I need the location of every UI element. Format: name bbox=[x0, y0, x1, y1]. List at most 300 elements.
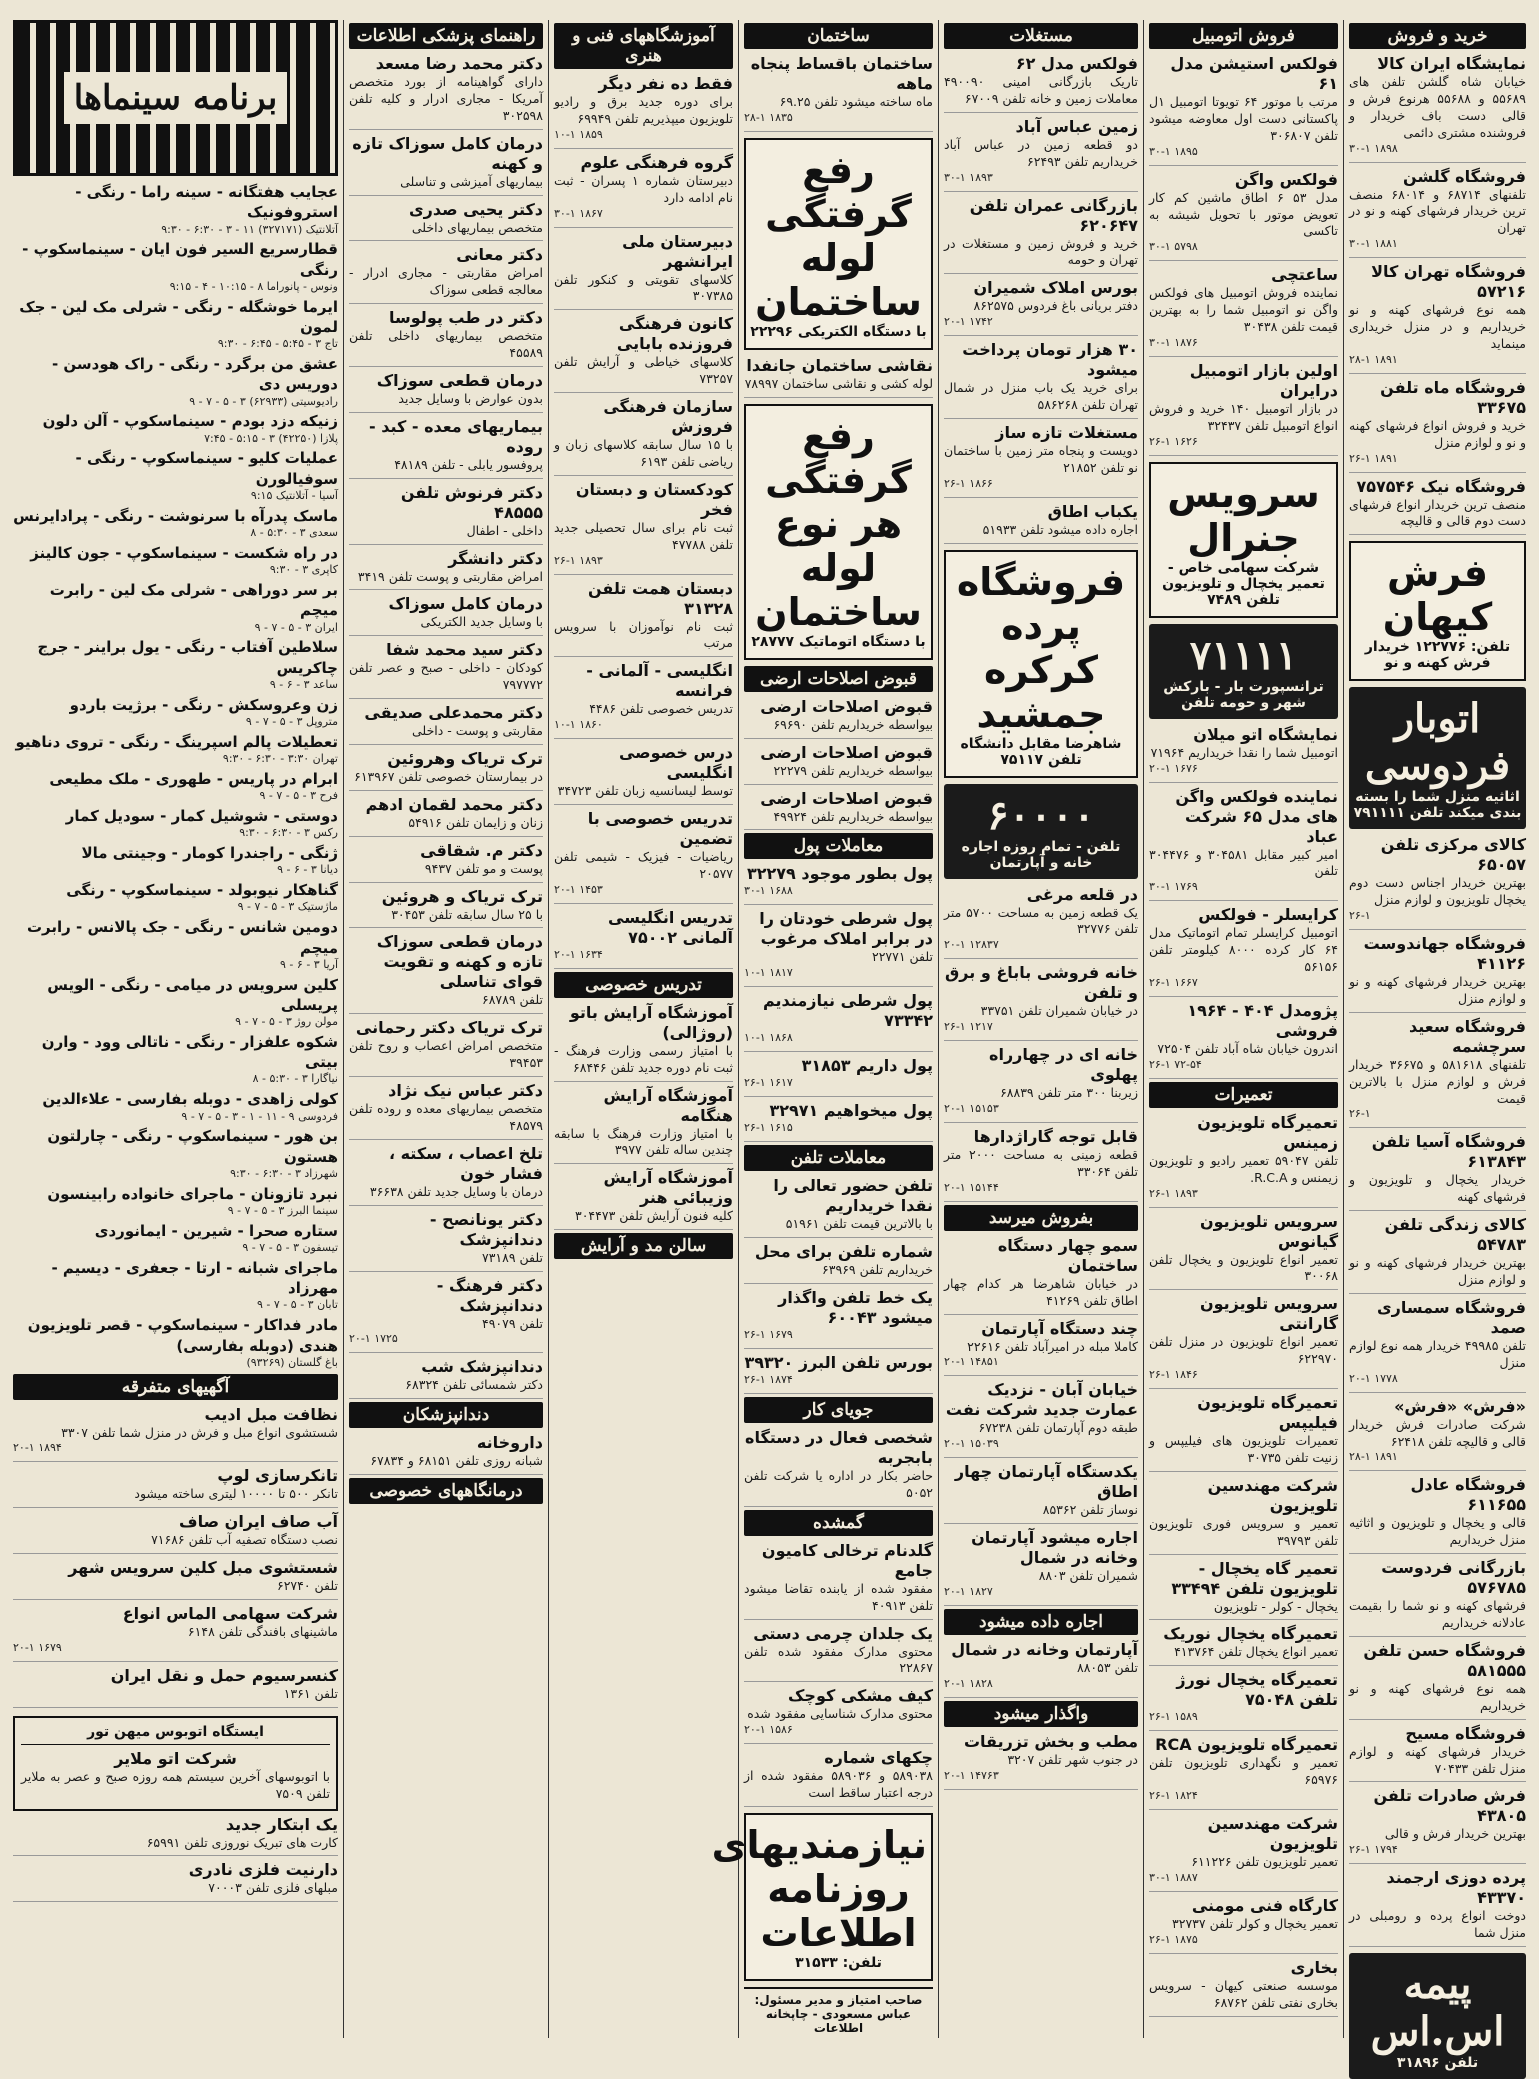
ad-code: ۲۰-۱ ۱۴۷۶۳ bbox=[944, 1768, 999, 1782]
ad-body: تعمیر انواع یخچال تلفن ۴۱۳۷۶۴ bbox=[1174, 1644, 1338, 1660]
display-ad-text: با دستگاه اتوماتیک ۲۸۷۷۷ bbox=[751, 633, 926, 650]
ad-code: ۲۰-۱ ۱۸۲۷ bbox=[944, 1585, 993, 1598]
ad-body: اجاره داده میشود تلفن ۵۱۹۳۳ bbox=[982, 521, 1138, 537]
classified-ad bbox=[944, 1319, 1138, 1377]
ad-body: شستشوی انواع مبل و فرش در منزل شما تلفن ۳۳۰۷ bbox=[61, 1424, 338, 1440]
showtimes: ساعد ۳ - ۶ - ۹ bbox=[269, 677, 338, 691]
showtimes: کاپری ۳ - ۹:۳۰ bbox=[269, 563, 338, 577]
classified-ad bbox=[349, 134, 543, 196]
showtimes: تابان ۳ - ۵ - ۷ - ۹ bbox=[257, 1298, 338, 1312]
ad-code: ۲۶-۱ ۱۸۹۳ bbox=[1149, 1186, 1198, 1200]
film-title: ستاره صحرا - شیرین - ایمانوردی bbox=[94, 1221, 338, 1240]
ad-code: ۲۶-۱ ۱۶۶۷ bbox=[1149, 975, 1198, 989]
ad-body: بیواسطه خریداریم تلفن ۴۹۹۲۴ bbox=[773, 808, 933, 824]
classified-ad bbox=[944, 54, 1138, 113]
ad-code: ۲۶-۱ ۱۲۱۷ bbox=[944, 1020, 993, 1034]
ad-heading: بورس املاک شمیران bbox=[973, 278, 1138, 298]
ad-body: شمیران تلفن ۸۸۰۳ bbox=[1038, 1568, 1138, 1584]
bus-heading: شرکت اتو ملایر bbox=[114, 1748, 237, 1768]
classified-ad bbox=[1349, 167, 1526, 259]
classified-ad bbox=[554, 1086, 733, 1165]
ad-body: با ۲۵ سال سابقه تلفن ۳۰۴۵۳ bbox=[391, 906, 543, 922]
ad-body: بدون عوارض با وسایل جدید bbox=[398, 390, 543, 406]
ad-heading: کالای زندگی تلفن ۵۴۷۸۳ bbox=[1384, 1215, 1526, 1255]
showtimes: پلازا (۴۲۲۵۰) ۳ - ۵:۱۵ - ۷:۴۵ bbox=[204, 431, 338, 445]
ad-body: دکتر شمسائی تلفن ۶۸۳۲۴ bbox=[405, 1377, 543, 1393]
ad-heading: سمو چهار دستگاه ساختمان bbox=[997, 1235, 1138, 1275]
film-title: عجایب هفتگانه - سینه راما - رنگی - استروفونیک bbox=[75, 183, 338, 222]
classified-ad bbox=[744, 743, 933, 785]
ad-heading: آموزشگاه آرایش وزیبائی هنر bbox=[603, 1168, 733, 1208]
ad-body: لوله کشی و نقاشی ساختمان ۷۸۹۹۷ bbox=[744, 375, 933, 391]
classified-ad bbox=[944, 885, 1138, 960]
ad-body: مقاربتی و پوست - داخلی bbox=[412, 723, 543, 738]
ad-body: کودکان - داخلی - صبح و عصر تلفن ۷۹۷۷۷۲ bbox=[349, 660, 543, 693]
display-ad-dark bbox=[1349, 1953, 1526, 2079]
column bbox=[548, 20, 738, 2038]
ad-heading: خانه ای در چهارراه پهلوی bbox=[989, 1045, 1138, 1085]
display-ad-framed bbox=[1349, 541, 1526, 681]
display-ad-title: پیمه اس.اس bbox=[1370, 1961, 1505, 2055]
ad-body: خیابان شاه گلشن تلفن های ۵۵۶۸۹ و ۵۵۶۸۸ هرنوع فرش و قالی دست باف خریدار و فروشنده مشتری دائمی bbox=[1349, 74, 1526, 140]
classified-ad bbox=[1149, 1670, 1338, 1731]
showtimes: ایران ۳ - ۵ - ۷ - ۹ bbox=[254, 620, 338, 634]
film-title: دومین شانس - رنگی - جک پالانس - رابرت میچم bbox=[26, 918, 338, 957]
showtimes: دیانا ۳ - ۶ - ۹ bbox=[277, 863, 338, 877]
ad-heading: قبوض اصلاحات ارضی bbox=[760, 696, 933, 716]
ad-heading: درمان کامل سوزاک bbox=[388, 594, 543, 614]
film-title: نبرد تازونان - ماجرای خانواده رابینسون bbox=[47, 1184, 338, 1203]
section-banner: واگذار میشود bbox=[944, 1701, 1138, 1727]
ad-body: حاضر بکار در اداره یا شرکت تلفن ۵۰۵۲ bbox=[744, 1468, 933, 1500]
ad-heading: گروه فرهنگی علوم bbox=[580, 152, 733, 172]
ad-code: ۲۰-۱ ۱۴۸۵۱ bbox=[944, 1355, 999, 1369]
section-banner: دندانپزشکان bbox=[349, 1402, 543, 1428]
ad-code: ۳۰-۱ ۱۸۸۷ bbox=[1149, 1870, 1198, 1884]
ad-heading: فروشگاه تهران کالا ۵۷۲۱۶ bbox=[1371, 262, 1526, 302]
section-banner: جویای کار bbox=[744, 1397, 933, 1423]
showtimes: آریا ۳ - ۶ - ۹ bbox=[280, 957, 338, 971]
ad-body: برای خرید یک باب منزل در شمال تهران تلفن ۵۸۶۲۶۸ bbox=[944, 380, 1138, 412]
ad-body: بیواسطه خریداریم تلفن ۲۲۲۷۹ bbox=[773, 762, 933, 778]
ad-heading: آموزشگاه آرایش هنگامه bbox=[603, 1085, 733, 1125]
ad-heading: دکتر یحیی صدری bbox=[409, 199, 543, 219]
ad-code: ۲۰-۱ ۱۶۷۹ bbox=[13, 1640, 62, 1654]
classified-ad bbox=[1349, 1475, 1526, 1554]
display-ad-title: سرویس جنرال bbox=[1167, 471, 1320, 560]
display-ad-text: تلفن: ۱۲۲۷۷۶ خریدار فرش کهنه و نو bbox=[1364, 639, 1511, 672]
ad-heading: نقاشی ساختمان جانفدا bbox=[746, 355, 933, 375]
ad-heading: تعمیر گاه یخچال - تلویزیون تلفن ۳۳۴۹۴ bbox=[1171, 1558, 1338, 1598]
classified-ad bbox=[944, 963, 1138, 1041]
ad-body: تعمیر و نگهداری تلویزیون تلفن ۶۵۹۷۶ bbox=[1149, 1755, 1338, 1788]
ad-heading: سرویس تلویزیون گارانتی bbox=[1199, 1294, 1338, 1334]
ad-heading: درمان قطعی سوزاک bbox=[376, 370, 543, 390]
ad-heading: پول بطور موجود ۳۲۲۷۹ bbox=[746, 864, 933, 884]
classified-ad bbox=[349, 54, 543, 130]
ad-body: دفتر بریانی باغ فردوس ۸۶۲۵۷۵ bbox=[973, 298, 1138, 314]
ad-heading: پول داریم ۳۱۸۵۳ bbox=[801, 1056, 933, 1076]
ad-code: ۳۰-۱ ۱۸۹۳ bbox=[944, 170, 993, 184]
ad-heading: دکتر محمد لقمان ادهم bbox=[365, 794, 543, 814]
showtimes: رادیوسیتی (۶۲۹۳۳) ۳ - ۵ - ۷ - ۹ bbox=[189, 394, 338, 408]
classified-ad bbox=[744, 864, 933, 905]
column bbox=[1343, 20, 1531, 2071]
ad-heading: ترک تریاک دکتر رحمانی bbox=[355, 1018, 543, 1038]
classified-ad bbox=[349, 308, 543, 367]
film-title: ماسک پدرآه با سرنوشت - رنگی - پرادایرنس bbox=[13, 506, 338, 525]
ad-code: ۲۶-۱ ۱۸۷۴ bbox=[744, 1373, 793, 1386]
classified-ad bbox=[349, 640, 543, 699]
classified-ad bbox=[1149, 54, 1338, 166]
classified-ad bbox=[349, 1276, 543, 1354]
section-banner: آگهیهای متفرقه bbox=[13, 1374, 338, 1400]
ad-body: منصف ترین خریدار انواع فرشهای دست دوم قالی و قالیچه bbox=[1349, 496, 1526, 529]
ad-body: تلفن ۲۲۷۷۱ bbox=[871, 949, 933, 965]
cinema-listing bbox=[13, 843, 338, 878]
classified-ad bbox=[1349, 1868, 1526, 1947]
section-banner: بفروش میرسد bbox=[944, 1205, 1138, 1231]
classified-ad bbox=[349, 417, 543, 479]
ad-heading: چکهای شماره bbox=[824, 1748, 933, 1768]
classified-ad bbox=[1349, 934, 1526, 1013]
ad-heading: دکتر سید محمد شفا bbox=[386, 640, 543, 660]
ad-body: پروفسور یابلی - تلفن ۴۸۱۸۹ bbox=[394, 456, 543, 472]
ad-heading: تدریس خصوصی با تضمین bbox=[587, 809, 733, 848]
bus-logo: ایستگاه اتوبوس میهن تور bbox=[21, 1724, 330, 1745]
column bbox=[8, 20, 343, 2038]
classified-ad bbox=[744, 1176, 933, 1238]
ad-heading: داروخانه bbox=[476, 1433, 543, 1453]
ad-heading: فروشگاه جهاندوست ۴۱۱۲۶ bbox=[1363, 934, 1526, 973]
ad-heading: دکتر فرنوش تلفن ۴۸۵۵۵ bbox=[400, 482, 543, 522]
ad-code: ۲۶-۱ ۱۶۱۷ bbox=[744, 1076, 793, 1090]
ad-heading: تلفن حضور تعالی را نقدا خریداریم bbox=[773, 1176, 933, 1216]
classified-ad bbox=[349, 1081, 543, 1140]
showtimes: ماژستیک ۳ - ۵ - ۷ - ۹ bbox=[237, 900, 338, 914]
ad-heading: فولکس مدل ۶۲ bbox=[1015, 54, 1138, 73]
ad-body: متخصص بیماریهای معده و روده تلفن ۴۸۵۷۹ bbox=[349, 1101, 543, 1133]
ad-body: با وسایل جدید الکتریکی bbox=[420, 614, 543, 630]
classified-ad bbox=[944, 423, 1138, 498]
classified-ad bbox=[554, 397, 733, 476]
display-ad-dark bbox=[1349, 687, 1526, 829]
ad-body: ماه ساخته میشود تلفن ۶۹.۲۵ bbox=[779, 94, 933, 109]
classified-ad bbox=[1149, 170, 1338, 262]
classified-ad bbox=[944, 117, 1138, 192]
classified-ad bbox=[944, 340, 1138, 419]
ad-body: تلفنهای ۵۸۱۶۱۸ و ۳۶۶۷۵ خریدار فرش و لوازم منزل با بالاترین قیمت bbox=[1349, 1056, 1526, 1106]
film-title: زنیکه دزد بودم - سینماسکوپ - آلن دلون bbox=[42, 412, 338, 431]
ad-code: ۲۰-۱ ۱۵۱۵۳ bbox=[944, 1102, 999, 1115]
ad-heading: یک جلدان چرمی دستی bbox=[753, 1623, 933, 1643]
ad-code: ۳۰-۱ ۵۷۹۸ bbox=[1149, 240, 1198, 254]
ad-body: تلفن ۸۸۰۵۳ bbox=[1076, 1660, 1138, 1675]
ad-heading: نماینده فولکس واگن های مدل ۶۵ شرکت عباد bbox=[1175, 786, 1338, 846]
ad-heading: شخصی فعال در دستگاه بابجربه bbox=[745, 1428, 933, 1467]
classified-ad bbox=[1149, 905, 1338, 997]
classified-ad bbox=[349, 371, 543, 413]
ad-code: ۳۰-۱ ۱۸۹۸ bbox=[1349, 141, 1398, 155]
ad-heading: ساعتچی bbox=[1271, 265, 1338, 285]
ad-body: تلفن ۶۸۷۸۹ bbox=[481, 992, 543, 1008]
classified-ad bbox=[744, 1748, 933, 1807]
section-banner: مستغلات bbox=[944, 23, 1138, 49]
cinema-listing bbox=[13, 1315, 338, 1370]
classified-ad bbox=[1349, 1017, 1526, 1129]
film-title: شکوه علفزار - رنگی - ناتالی وود - وارن بیتی bbox=[41, 1032, 338, 1072]
ad-body: دبیرستان شماره ۱ پسران - ثبت نام ادامه دارد bbox=[554, 172, 733, 205]
display-ad-text: تلفن - تمام روزه اجاره خانه و آپارتمان bbox=[961, 838, 1121, 871]
cinema-listing bbox=[13, 239, 338, 294]
ad-body: متخصص بیماریهای داخلی تلفن ۴۵۵۸۹ bbox=[349, 328, 543, 360]
ad-code: ۲۶-۱ ۱۸۹۱ bbox=[1349, 451, 1398, 465]
film-title: عشق من برگرد - رنگی - راک هودسن - دوریس دی bbox=[51, 355, 338, 394]
ad-heading: یک خط تلفن واگذار میشود ۶۰۰۴۳ bbox=[778, 1288, 933, 1327]
ad-body: خریداریم تلفن ۶۳۹۶۹ bbox=[822, 1262, 933, 1278]
classified-ad bbox=[349, 483, 543, 545]
ad-heading: شرکت مهندسین تلویزیون bbox=[1207, 1814, 1338, 1853]
ad-code: ۲۸-۱ ۱۸۹۱ bbox=[1349, 1450, 1398, 1464]
cinema-listing bbox=[13, 975, 338, 1030]
display-ad-title: ۶۰۰۰۰ bbox=[987, 791, 1095, 839]
ad-code: ۳۰-۱ ۱۸۸۱ bbox=[1349, 237, 1398, 251]
ad-heading: کارگاه فنی مومنی bbox=[1191, 1895, 1338, 1915]
ad-body: در خیابان شاهرضا هر کدام چهار اطاق تلفن ۴۱۲۶۹ bbox=[944, 1275, 1138, 1308]
ad-body: دارای گواهینامه از بورد متخصص آمریکا - مجاری ادرار و کلیه تلفن ۳۰۲۵۹۸ bbox=[349, 74, 543, 123]
classified-ad bbox=[554, 232, 733, 311]
ad-heading: قابل توجه گاراژدارها bbox=[973, 1127, 1138, 1146]
ad-code: ۲۶-۱ bbox=[1349, 909, 1371, 922]
ad-body: بهترین خریدار اجناس دست دوم یخچال تلویزیون و لوازم منزل bbox=[1349, 875, 1526, 908]
classified-ad bbox=[349, 703, 543, 745]
showtimes: سعدی ۳ - ۵:۳۰ - ۸ bbox=[250, 526, 338, 540]
ad-body: زیربنا ۳۰۰ متر تلفن ۶۸۸۳۹ bbox=[1000, 1085, 1138, 1101]
ad-heading: درمان کامل سوزاک تازه و کهنه bbox=[352, 133, 543, 173]
ad-body: مبلهای فلزی تلفن ۷۰۰۰۳ bbox=[208, 1880, 338, 1896]
cinema-listing bbox=[13, 448, 338, 503]
classified-ad bbox=[944, 1236, 1138, 1315]
classified-ad bbox=[349, 749, 543, 791]
display-ad-text: تلفن ۳۱۸۹۶ bbox=[1396, 2055, 1479, 2071]
ad-body: تعمیر انواع تلویزیون و یخچال تلفن ۳۰۰۶۸ bbox=[1149, 1251, 1338, 1284]
ad-code: ۲۸-۱ ۱۸۹۱ bbox=[1349, 352, 1398, 366]
cinema-banner bbox=[13, 20, 338, 176]
ad-heading: دکتر در طب پولوسا bbox=[389, 308, 543, 328]
ad-heading: زمین عباس آباد bbox=[1015, 116, 1138, 136]
ad-code: ۲۶-۱ ۱۶۲۶ bbox=[1149, 434, 1198, 448]
ad-heading: ترک تریاک و هروئین bbox=[381, 886, 543, 906]
ad-heading: دارنیت فلزی نادری bbox=[188, 1860, 338, 1880]
ad-body: محتوی مدارک مفقود شده تلفن ۲۲۸۶۷ bbox=[744, 1643, 933, 1676]
section-banner: خرید و فروش bbox=[1349, 23, 1526, 49]
ad-heading: فولکس استیشن مدل ۶۱ bbox=[1170, 54, 1338, 93]
ad-heading: شرکت مهندسین تلویزیون bbox=[1207, 1475, 1338, 1515]
ad-heading: شستشوی مبل کلین سرویس شهر bbox=[68, 1558, 338, 1578]
section-banner: ساختمان bbox=[744, 23, 933, 49]
ad-code: ۱۰-۱ ۱۸۶۰ bbox=[554, 718, 603, 732]
ad-heading: ترک تریاک وهروئین bbox=[387, 748, 543, 768]
ad-heading: یکدستگاه آپارتمان چهار اطاق bbox=[954, 1462, 1138, 1502]
display-ad-framed bbox=[711, 1813, 933, 1981]
classified-ad bbox=[744, 1288, 933, 1349]
classified-ad bbox=[349, 200, 543, 242]
ad-body: مرتب با موتور ۶۴ تویوتا اتومبیل ۱ل پاکستانی دست اول معاوضه میشود تلفن ۳۰۶۸۰۷ bbox=[1149, 94, 1338, 143]
column bbox=[711, 20, 938, 2038]
ad-body: بیماریهای آمیزشی و تناسلی bbox=[400, 173, 543, 189]
film-title: دوستی - شوشیل کمار - سودیل کمار bbox=[65, 806, 338, 825]
cinema-listing bbox=[13, 1126, 338, 1181]
display-ad-dark bbox=[944, 784, 1138, 879]
cinema-listing bbox=[13, 1258, 338, 1313]
ad-heading: فقط ده نفر دیگر bbox=[598, 74, 733, 93]
classified-ad bbox=[349, 594, 543, 636]
bus-body: با اتوبوسهای آخرین سیستم همه روزه صبح و عصر به ملایر تلفن ۷۵۰۹ bbox=[21, 1768, 330, 1801]
classified-ad bbox=[13, 1405, 338, 1463]
classified-ad bbox=[744, 1541, 933, 1620]
classified-ad bbox=[13, 1815, 338, 1857]
ad-body: نصب دستگاه تصفیه آب تلفن ۷۱۶۸۶ bbox=[151, 1532, 338, 1548]
classified-ad bbox=[744, 1056, 933, 1097]
ad-body: با امتیاز وزارت فرهنگ با سابقه چندین ساله تلفن ۳۹۷۷ bbox=[554, 1125, 733, 1158]
cinema-listing bbox=[13, 1221, 338, 1256]
classified-ad bbox=[349, 841, 543, 883]
display-ad-framed bbox=[744, 404, 933, 660]
classified-ad bbox=[13, 1466, 338, 1508]
ad-heading: دکتر محمد رضا مسعد bbox=[375, 54, 543, 73]
ad-body: زنان و زایمان تلفن ۵۴۹۱۶ bbox=[408, 814, 543, 830]
ad-heading: کرایسلر - فولکس bbox=[1198, 905, 1338, 925]
ad-body: امیر کبیر مقابل ۳۰۴۵۸۱ و ۳۰۴۴۷۶ تلفن bbox=[1149, 846, 1338, 879]
ad-code: ۲۶-۱ ۱۸۲۴ bbox=[1149, 1789, 1198, 1802]
ad-body: نوساز تلفن ۸۵۳۶۲ bbox=[1042, 1502, 1138, 1518]
classified-ad bbox=[744, 1353, 933, 1394]
ad-heading: گلدنام ترخالی کامیون جامع bbox=[761, 1540, 933, 1580]
classified-ad bbox=[1149, 1113, 1338, 1208]
ad-code: ۳۰-۱ ۱۷۶۹ bbox=[1149, 880, 1198, 894]
classified-ad bbox=[1149, 1624, 1338, 1666]
display-ad-title: اتوبار فردوسی bbox=[1364, 695, 1511, 790]
classified-ad bbox=[554, 661, 733, 739]
ad-body: شبانه روزی تلفن ۶۸۱۵۱ و ۶۷۸۳۴ bbox=[370, 1453, 543, 1469]
ad-body: شرکت صادرات فرش خریدار قالی و قالیچه تلفن ۶۲۴۱۸ bbox=[1349, 1416, 1526, 1449]
ad-heading: فروشگاه ماه تلفن ۳۳۶۷۵ bbox=[1380, 377, 1526, 417]
ad-heading: پول میخواهیم ۳۲۹۷۱ bbox=[769, 1101, 933, 1121]
ad-code: ۱۰-۱ ۱۸۶۸ bbox=[744, 1031, 793, 1045]
classified-ad bbox=[944, 1640, 1138, 1698]
ad-heading: یکباب اطاق bbox=[1047, 501, 1138, 521]
ad-body: خریدار فرشهای کهنه و لوازم منزل تلفن ۷۰۴۳۳ bbox=[1349, 1743, 1526, 1776]
classified-ad bbox=[1349, 1397, 1526, 1472]
ad-heading: فروشگاه عادل ۶۱۱۶۵۵ bbox=[1410, 1475, 1526, 1515]
cinema-listing bbox=[13, 506, 338, 541]
ad-heading: سرویس تلویزیون گیانوس bbox=[1199, 1211, 1338, 1251]
ad-body: بهترین خریدار فرشهای کهنه و نو و لوازم منزل bbox=[1349, 1255, 1526, 1287]
cinema-banner-text: برنامه سینماها bbox=[64, 72, 288, 124]
classified-ad bbox=[944, 1045, 1138, 1123]
ad-body: تلفنهای ۶۸۷۱۴ و ۶۸۰۱۴ منصف ترین خریدار فرشهای کهنه و نو در تهران bbox=[1349, 186, 1526, 236]
ad-heading: نظافت مبل ادیب bbox=[204, 1404, 338, 1424]
showtimes: نیاگارا ۳ - ۵:۳۰ - ۸ bbox=[252, 1072, 338, 1086]
ad-body: تدریس خصوصی تلفن ۴۴۸۶ bbox=[589, 701, 733, 717]
ad-body: در بازار اتومبیل ۱۴۰ خرید و فروش انواع اتومبیل تلفن ۳۲۴۳۷ bbox=[1149, 400, 1338, 433]
ad-body: خریدار یخچال و تلویزیون و فرشهای کهنه bbox=[1349, 1172, 1526, 1205]
ad-code: ۲۶-۱ ۱۸۶۶ bbox=[944, 476, 993, 490]
ad-body: قالی و یخچال و تلویزیون و اثاثیه منزل خریداریم bbox=[1349, 1515, 1526, 1548]
ad-body: بهترین خریدار فرش و قالی bbox=[1384, 1826, 1526, 1842]
ad-heading: فروشگاه آسیا تلفن ۶۱۳۸۴۳ bbox=[1371, 1132, 1526, 1172]
showtimes: تهران ۳:۳۰ - ۶:۳۰ - ۹:۳۰ bbox=[222, 752, 338, 766]
classified-ad bbox=[1349, 378, 1526, 473]
ad-code: ۲۶-۱ ۱۷۹۴ bbox=[1349, 1843, 1398, 1857]
classified-ad bbox=[1149, 725, 1338, 783]
ad-heading: تعمیرگاه تلویزیون RCA bbox=[1155, 1735, 1338, 1755]
showtimes: فرح ۳ - ۵ - ۷ - ۹ bbox=[259, 789, 338, 803]
ad-body: ۵۸۹۰۳۸ و ۵۸۹۰۳۶ مفقود شده از درجه اعتبار ساقط است bbox=[744, 1768, 933, 1800]
ad-body: با بالاترین قیمت تلفن ۵۱۹۶۱ bbox=[785, 1216, 933, 1232]
ad-heading: قبوض اصلاحات ارضی bbox=[760, 788, 933, 808]
ad-code: ۲۰-۱ ۱۵۱۴۴ bbox=[944, 1180, 999, 1194]
ad-body: تانکر ۵۰۰ تا ۱۰۰۰۰ لیتری ساخته میشود bbox=[134, 1486, 338, 1502]
ad-code: ۲۸-۱ ۱۸۳۵ bbox=[744, 110, 793, 124]
ad-heading: شرکت سهامی الماس انواع bbox=[122, 1604, 338, 1624]
display-ad-text: تلفن: ۳۱۵۳۳ bbox=[795, 1954, 882, 1971]
display-ad-framed bbox=[1149, 462, 1338, 618]
ad-heading: دکتر دانشگر bbox=[448, 548, 543, 568]
classified-ad bbox=[1149, 1476, 1338, 1555]
ad-code: ۳۰-۱ ۱۸۷۶ bbox=[1149, 335, 1198, 349]
ad-body: کلاسهای خیاطی و آرایش تلفن ۷۳۲۵۷ bbox=[554, 354, 733, 387]
classified-ad bbox=[744, 991, 933, 1052]
ad-heading: دکتر فرهنگ - دندانپزشک bbox=[436, 1275, 543, 1315]
classified-ad bbox=[349, 795, 543, 837]
ad-code: ۲۰-۱ ۱۷۲۵ bbox=[349, 1332, 398, 1346]
ad-heading: دکتر عباس نیک نژاد bbox=[388, 1081, 543, 1100]
cinema-listing bbox=[13, 806, 338, 841]
ad-body: کلیه فنون آرایش تلفن ۳۰۴۴۷۳ bbox=[575, 1208, 733, 1224]
ad-code: ۳۰-۱ ۱۸۹۵ bbox=[1149, 144, 1198, 158]
classified-ad bbox=[1149, 1896, 1338, 1954]
display-ad-text: با دستگاه الکتریکی ۲۲۲۹۶ bbox=[750, 323, 927, 340]
ad-code: ۲۰-۱ ۱۶۳۴ bbox=[554, 947, 603, 961]
ad-body: متخصص امراض اعصاب و روح تلفن ۳۹۴۵۳ bbox=[349, 1038, 543, 1071]
classified-ad bbox=[349, 245, 543, 304]
classified-ad bbox=[1349, 1786, 1526, 1864]
showtimes: تیسفون ۳ - ۵ - ۷ - ۹ bbox=[242, 1241, 338, 1255]
classified-ad bbox=[554, 908, 733, 969]
classified-ad bbox=[1149, 361, 1338, 456]
ad-heading: دبیرستان ملی ایرانشهر bbox=[622, 231, 733, 271]
ad-code: ۲۰-۱ ۱۲۸۳۷ bbox=[944, 938, 999, 952]
ad-body: نماینده فروش اتومبیل های فولکس واگن نو اتومبیل شما را به بهترین قیمت تلفن ۳۰۴۳۸ bbox=[1149, 285, 1338, 334]
section-banner: تدریس خصوصی bbox=[554, 972, 733, 998]
ad-body: اتومبیل کرایسلر تمام اتوماتیک مدل ۶۴ کار کرده ۸۰۰۰ کیلومتر تلفن ۵۶۱۵۶ bbox=[1149, 925, 1338, 974]
section-banner: فروش اتومبیل bbox=[1149, 23, 1338, 49]
ad-code: ۲۶-۱ ۱۶۱۵ bbox=[744, 1121, 793, 1135]
cinema-listing bbox=[13, 732, 338, 767]
section-banner: معاملات پول bbox=[744, 833, 933, 859]
classified-ad bbox=[13, 1558, 338, 1600]
classified-ad bbox=[13, 1604, 338, 1662]
film-title: در راه شکست - سینماسکوپ - جون کالینز bbox=[30, 543, 338, 562]
ad-body: درمان با وسایل جدید تلفن ۳۶۶۳۸ bbox=[369, 1183, 543, 1199]
section-banner: گمشده bbox=[744, 1510, 933, 1536]
ad-body: دو قطعه زمین در عباس آباد خریداریم تلفن ۶۲۴۹۳ bbox=[944, 136, 1138, 169]
ad-code: ۲۶-۱ ۱۸۴۶ bbox=[1149, 1368, 1198, 1381]
ad-code: ۲۶-۱ ۱۸۹۳ bbox=[554, 553, 603, 567]
ad-body: کلاسهای تقویتی و کنکور تلفن ۳۰۷۳۸۵ bbox=[554, 271, 733, 304]
ad-heading: انگلیسی - آلمانی - فرانسه bbox=[586, 661, 733, 701]
